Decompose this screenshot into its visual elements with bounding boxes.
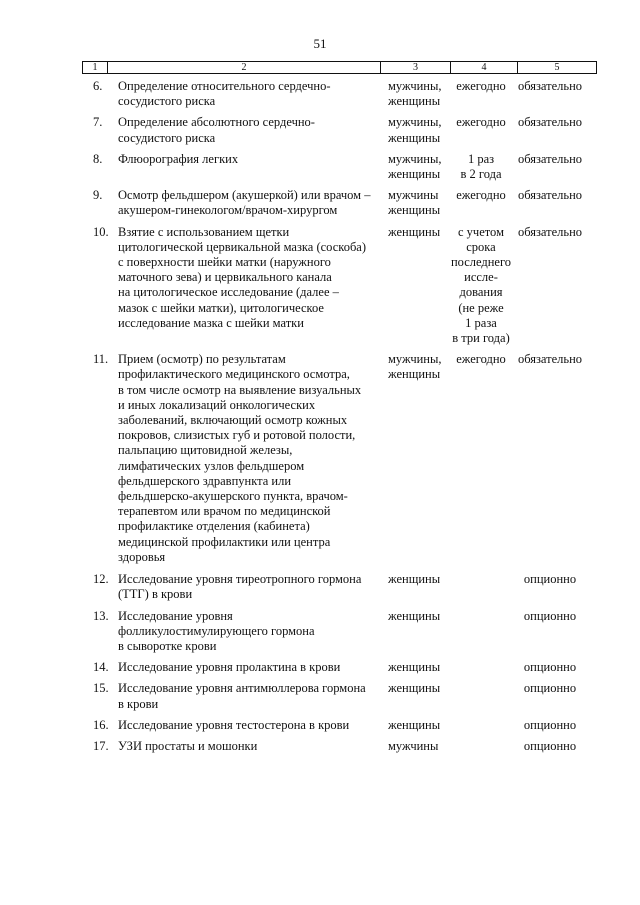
row-number: 15. (93, 681, 109, 696)
examination-name (108, 79, 380, 109)
examination-name-line: сосудистого риска (118, 94, 216, 109)
patient-group-line: женщины (388, 717, 441, 732)
examination-name-line: в том числе осмотр на выявление визуальных (118, 382, 362, 397)
patient-group (380, 115, 450, 145)
examination-name-line: фельдшерско-акушерского пункта, врачом- (118, 489, 348, 504)
page-number: 51 (313, 36, 327, 51)
column-header-row (83, 62, 597, 74)
periodicity-line: ежегодно (456, 79, 506, 93)
column-header-3: 3 (381, 62, 451, 74)
examination-name-line: Определение абсолютного сердечно- (118, 115, 315, 130)
patient-group-line: мужчины (388, 738, 439, 753)
patient-group-line: женщины (388, 94, 441, 109)
examination-name-line: фолликулостимулирующего гормона (118, 623, 315, 638)
examination-name (108, 572, 380, 602)
patient-group (380, 718, 450, 733)
requirement-status: обязательно (517, 151, 583, 166)
examination-name-line: Взятие с использованием щетки (118, 224, 290, 239)
patient-group-line: женщины (388, 660, 441, 675)
examination-name-line: терапевтом или врачом по медицинской (118, 504, 331, 519)
examination-name-line: маточного зева) и цервикального канала (118, 270, 332, 285)
periodicity-line: в 2 года (460, 167, 502, 182)
row-number: 8. (93, 151, 103, 166)
periodicity-line: иссле- (464, 270, 498, 285)
examination-name-line: Исследование уровня антимюллерова гормона (118, 681, 366, 696)
periodicity-line: дования (459, 285, 503, 300)
examination-name (108, 115, 380, 145)
patient-group (380, 188, 450, 218)
examination-name-line: здоровья (118, 549, 166, 564)
periodicity (450, 79, 512, 94)
periodicity (450, 152, 512, 182)
table-row (0, 152, 640, 182)
examination-name-line: Определение относительного сердечно- (118, 79, 331, 93)
examination-name-line: и иных локализаций онкологических (118, 397, 316, 412)
examination-name-line: покровов, слизистых губ и ротовой полости, (118, 428, 356, 443)
table-row (0, 718, 640, 733)
examination-name-line: в сыворотке крови (118, 638, 217, 653)
table-row (0, 739, 640, 754)
row-number: 11. (93, 352, 109, 367)
patient-group-line: женщины (388, 167, 441, 182)
patient-group (380, 681, 450, 696)
requirement-status: опционно (523, 608, 577, 623)
patient-group (380, 79, 450, 109)
examination-name (108, 609, 380, 655)
patient-group-line: женщины (388, 130, 441, 145)
requirement-status: обязательно (517, 352, 583, 367)
examination-name-line: Флюорография легких (118, 151, 239, 166)
patient-group (380, 572, 450, 587)
examination-name-line: Исследование уровня тиреотропного гормона (118, 572, 362, 587)
examination-name-line: Исследование уровня тестостерона в крови (118, 717, 350, 732)
patient-group-line: женщины (388, 681, 441, 696)
examination-name (108, 739, 380, 754)
examination-name-line: профилактического медицинского осмотра, (118, 367, 350, 382)
patient-group-line: мужчины, (388, 352, 442, 367)
patient-group (380, 660, 450, 675)
examination-name-line: исследование мазка с шейки матки (118, 315, 304, 330)
examination-name-line: лимфатических узлов фельдшером (118, 458, 305, 473)
table-row (0, 225, 640, 347)
column-header-4: 4 (451, 62, 518, 74)
examination-name-line: Исследование уровня (118, 608, 233, 623)
patient-group-line: мужчины, (388, 115, 442, 130)
table-row (0, 660, 640, 675)
examination-name-line: пальпацию щитовидной железы, (118, 443, 293, 458)
requirement-status: обязательно (517, 79, 583, 93)
row-number: 6. (93, 79, 103, 93)
row-number: 13. (93, 608, 109, 623)
table-row (0, 115, 640, 145)
periodicity-line: ежегодно (456, 188, 506, 203)
examination-name-line: фельдшерского здравпункта или (118, 473, 292, 488)
table-row (0, 79, 640, 109)
row-number: 10. (93, 224, 109, 239)
examination-name-line: (ТТГ) в крови (118, 587, 193, 602)
table-row (0, 572, 640, 602)
periodicity-line: срока (466, 239, 496, 254)
patient-group (380, 152, 450, 182)
examination-name (108, 681, 380, 711)
row-number: 16. (93, 717, 109, 732)
column-header-table (82, 61, 597, 74)
table-row (0, 681, 640, 711)
examination-name-line: УЗИ простаты и мошонки (118, 738, 258, 753)
requirement-status: опционно (523, 738, 577, 753)
periodicity (450, 188, 512, 203)
examination-name (108, 225, 380, 331)
patient-group (380, 609, 450, 624)
requirement-status: опционно (523, 681, 577, 696)
patient-group-line: женщины (388, 367, 441, 382)
patient-group-line: мужчины, (388, 151, 442, 166)
requirement-status: опционно (523, 572, 577, 587)
requirement-status: обязательно (517, 115, 583, 130)
patient-group-line: женщины (388, 203, 441, 218)
periodicity-line: с учетом (458, 224, 504, 239)
row-number: 14. (93, 660, 109, 675)
periodicity-line: последнего (450, 255, 512, 270)
patient-group-line: женщины (388, 608, 441, 623)
examination-name-line: профилактике отделения (кабинета) (118, 519, 310, 534)
column-header-1: 1 (83, 62, 108, 74)
examination-name-line: Исследование уровня пролактина в крови (118, 660, 341, 675)
examination-name (108, 188, 380, 218)
row-number: 9. (93, 188, 103, 203)
examination-name-line: в крови (118, 696, 159, 711)
periodicity (450, 115, 512, 130)
patient-group (380, 739, 450, 754)
table-row (0, 188, 640, 218)
periodicity-line: в три года) (452, 331, 510, 346)
requirement-status: обязательно (517, 188, 583, 203)
periodicity-line: ежегодно (456, 352, 506, 367)
table-row (0, 609, 640, 655)
periodicity-line: 1 раза (465, 315, 497, 330)
patient-group-line: мужчины (388, 188, 439, 203)
periodicity-line: 1 раз (467, 151, 495, 166)
examination-name-line: медицинской профилактики или центра (118, 534, 331, 549)
requirement-status: обязательно (517, 224, 583, 239)
examination-name-line: заболеваний, включающий осмотр кожных (118, 413, 348, 428)
examination-name-line: мазок с шейки матки), цитологическое (118, 300, 324, 315)
row-number: 17. (93, 738, 109, 753)
patient-group-line: женщины (388, 224, 441, 239)
column-header-2: 2 (108, 62, 381, 74)
examination-name-line: с поверхности шейки матки (наружного (118, 255, 331, 270)
examination-name-line: сосудистого риска (118, 130, 216, 145)
requirement-status: опционно (523, 717, 577, 732)
examination-list (0, 79, 640, 760)
patient-group (380, 225, 450, 240)
examination-name (108, 660, 380, 675)
requirement-status: опционно (523, 660, 577, 675)
examination-name (108, 718, 380, 733)
periodicity-line: ежегодно (456, 115, 506, 130)
patient-group-line: мужчины, (388, 79, 442, 93)
patient-group-line: женщины (388, 572, 441, 587)
examination-name-line: Осмотр фельдшером (акушеркой) или врачом – (118, 188, 371, 203)
examination-name-line: на цитологическое исследование (далее – (118, 285, 339, 300)
periodicity (450, 225, 512, 347)
periodicity-line: (не реже (458, 300, 504, 315)
examination-name-line: акушером-гинекологом/врачом-хирургом (118, 203, 338, 218)
examination-name (108, 352, 380, 565)
column-header-5: 5 (518, 62, 597, 74)
examination-name (108, 152, 380, 167)
row-number: 12. (93, 572, 109, 587)
examination-name-line: Прием (осмотр) по результатам (118, 352, 286, 367)
examination-name-line: цитологической цервикальной мазка (соскоба) (118, 239, 367, 254)
periodicity (450, 352, 512, 367)
patient-group (380, 352, 450, 382)
row-number: 7. (93, 115, 103, 130)
table-row (0, 352, 640, 565)
